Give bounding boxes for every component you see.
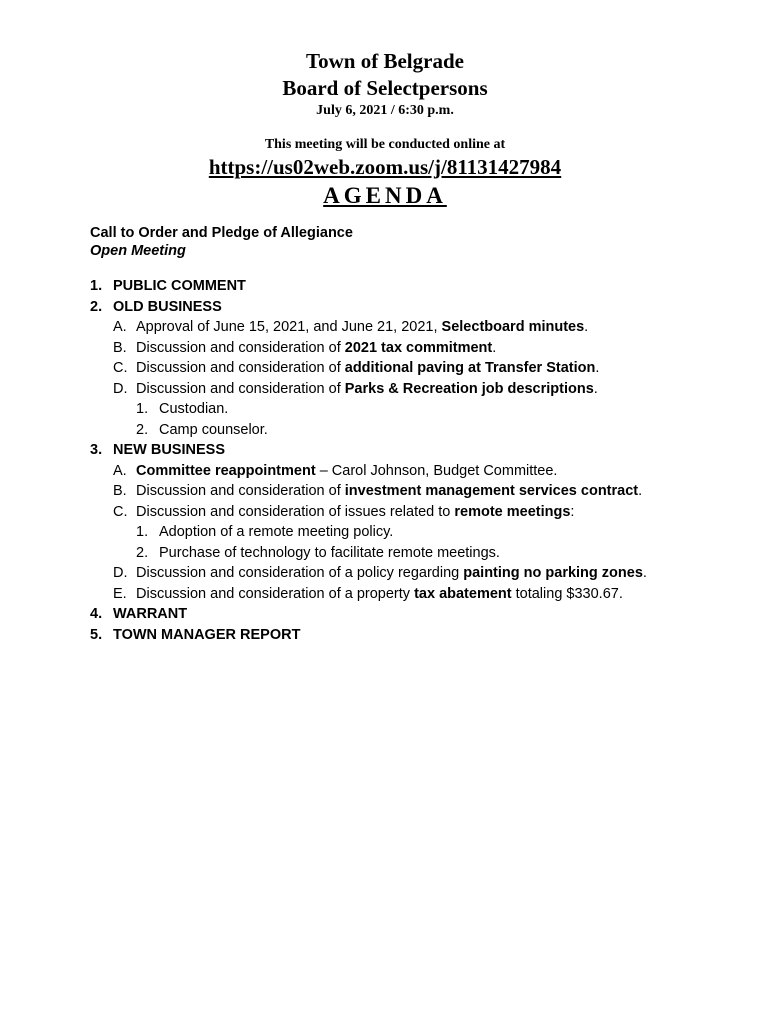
agenda-title: AGENDA	[323, 183, 447, 208]
subitem-letter: C.	[113, 360, 128, 376]
subitem-letter: D.	[113, 380, 128, 397]
subitem-letter: D.	[113, 565, 128, 581]
subitem-text: Approval of June 15, 2021, and June 21, 2021, Selectboard minutes.	[136, 319, 589, 335]
subitem-letter: B.	[113, 339, 127, 356]
agenda-item	[90, 604, 750, 625]
subitem-text: Discussion and consideration of additional paving at Transfer Station.	[136, 360, 600, 376]
agenda-subsubitem	[90, 543, 750, 564]
agenda-subitem	[90, 584, 750, 605]
subitem-text: Discussion and consideration of investment management services contract.	[136, 483, 643, 499]
agenda-item	[90, 297, 750, 318]
online-note: This meeting will be conducted online at	[264, 137, 506, 152]
meeting-date: July 6, 2021 / 6:30 p.m.	[316, 103, 454, 118]
town-name: Town of Belgrade	[306, 49, 464, 73]
subitem-text: Discussion and consideration of issues related to remote meetings:	[136, 503, 575, 520]
subitem-text: Discussion and consideration of a property tax abatement totaling $330.67.	[136, 585, 623, 602]
item-number: 1.	[90, 278, 103, 294]
subitem-letter: B.	[113, 483, 127, 499]
item-title: WARRANT	[113, 606, 188, 622]
subitem-letter: E.	[113, 585, 127, 602]
subsubitem-text: Camp counselor.	[159, 421, 268, 438]
subitem-text: Committee reappointment – Carol Johnson, Budget Committee.	[136, 462, 558, 479]
subsubitem-number: 2.	[136, 544, 149, 561]
agenda-subitem	[90, 502, 750, 523]
item-number: 4.	[90, 606, 103, 622]
subsubitem-text: Adoption of a remote meeting policy.	[159, 524, 394, 540]
subsubitem-text: Custodian.	[159, 401, 229, 417]
subitem-text: Discussion and consideration of a policy regarding painting no parking zones.	[136, 565, 647, 581]
open-meeting: Open Meeting	[90, 243, 186, 259]
agenda-subitem	[90, 461, 750, 482]
agenda-subitem	[90, 563, 750, 584]
agenda-subsubitem	[90, 399, 750, 420]
agenda-item	[90, 440, 750, 461]
subsubitem-number: 1.	[136, 401, 149, 417]
item-number: 2.	[90, 298, 103, 315]
subitem-letter: A.	[113, 319, 127, 335]
item-number: 3.	[90, 442, 103, 458]
agenda-subsubitem	[90, 522, 750, 543]
subitem-letter: A.	[113, 462, 127, 479]
agenda-item	[90, 625, 750, 646]
subitem-text: Discussion and consideration of Parks & Recreation job descriptions.	[136, 380, 598, 397]
subitem-text: Discussion and consideration of 2021 tax commitment.	[136, 339, 497, 356]
agenda-subitem	[90, 338, 750, 359]
agenda-subitem	[90, 379, 750, 400]
agenda-item	[90, 276, 750, 297]
item-number: 5.	[90, 626, 103, 643]
subsubitem-number: 2.	[136, 421, 149, 438]
item-title: TOWN MANAGER REPORT	[113, 626, 301, 643]
agenda-subitem	[90, 317, 750, 338]
agenda-subsubitem	[90, 420, 750, 441]
item-title: NEW BUSINESS	[113, 442, 225, 458]
agenda-subitem	[90, 358, 750, 379]
agenda-list	[90, 276, 750, 645]
item-title: PUBLIC COMMENT	[113, 278, 246, 294]
subsubitem-number: 1.	[136, 524, 149, 540]
subsubitem-text: Purchase of technology to facilitate remote meetings.	[159, 544, 500, 561]
agenda-subitem	[90, 481, 750, 502]
board-name: Board of Selectpersons	[282, 76, 488, 100]
call-to-order: Call to Order and Pledge of Allegiance	[90, 225, 353, 241]
item-title: OLD BUSINESS	[113, 298, 222, 315]
zoom-link[interactable]: https://us02web.zoom.us/j/81131427984	[208, 155, 562, 179]
subitem-letter: C.	[113, 503, 128, 520]
